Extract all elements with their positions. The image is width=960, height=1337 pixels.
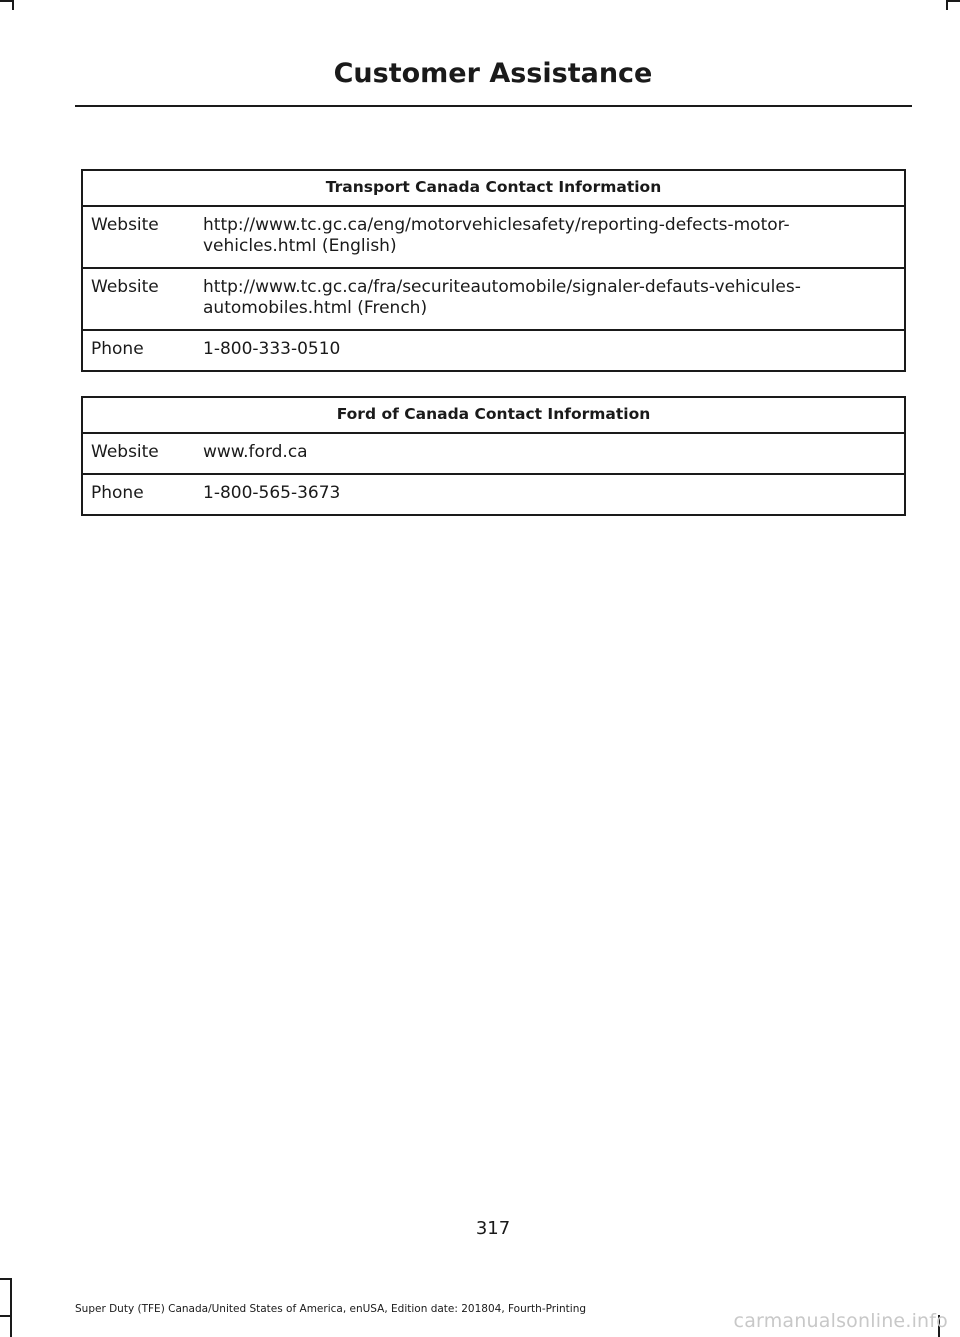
table-row: [82, 330, 905, 371]
table-row: [82, 206, 905, 268]
row-label: Phone: [82, 330, 195, 371]
watermark: carmanualsonline.info: [733, 1310, 948, 1332]
crop-mark: [12, 0, 14, 10]
crop-mark: [0, 0, 12, 2]
row-label: Website: [82, 268, 195, 330]
row-value-link[interactable]: http://www.tc.gc.ca/fra/securiteautomobile/signaler-defauts-vehicules-automobiles.html (French): [195, 268, 905, 330]
ford-canada-table: [81, 396, 906, 516]
crop-mark: [10, 1278, 12, 1337]
page-title: Customer Assistance: [333, 58, 653, 89]
row-value-link[interactable]: www.ford.ca: [195, 433, 905, 474]
row-value-link[interactable]: http://www.tc.gc.ca/eng/motorvehiclesafety/reporting-defects-motor-vehicles.html (English): [195, 206, 905, 268]
row-label: Phone: [82, 474, 195, 515]
header-divider: [75, 105, 912, 107]
row-value-phone: 1-800-333-0510: [195, 330, 905, 371]
crop-mark: [946, 0, 948, 10]
row-label: Website: [82, 206, 195, 268]
table-row: [82, 268, 905, 330]
footer-edition-text: Super Duty (TFE) Canada/United States of America, enUSA, Edition date: 201804, Fourth-Printing: [75, 1303, 587, 1315]
table-title: Ford of Canada Contact Information: [82, 397, 905, 433]
crop-mark: [0, 1278, 12, 1280]
table-header-row: [82, 170, 905, 206]
table-row: [82, 433, 905, 474]
table-title: Transport Canada Contact Information: [82, 170, 905, 206]
row-value-phone: 1-800-565-3673: [195, 474, 905, 515]
transport-canada-table: [81, 169, 906, 372]
table-header-row: [82, 397, 905, 433]
crop-mark: [946, 0, 960, 2]
page-number: 317: [475, 1218, 511, 1239]
row-label: Website: [82, 433, 195, 474]
crop-mark: [0, 1315, 12, 1317]
table-row: [82, 474, 905, 515]
